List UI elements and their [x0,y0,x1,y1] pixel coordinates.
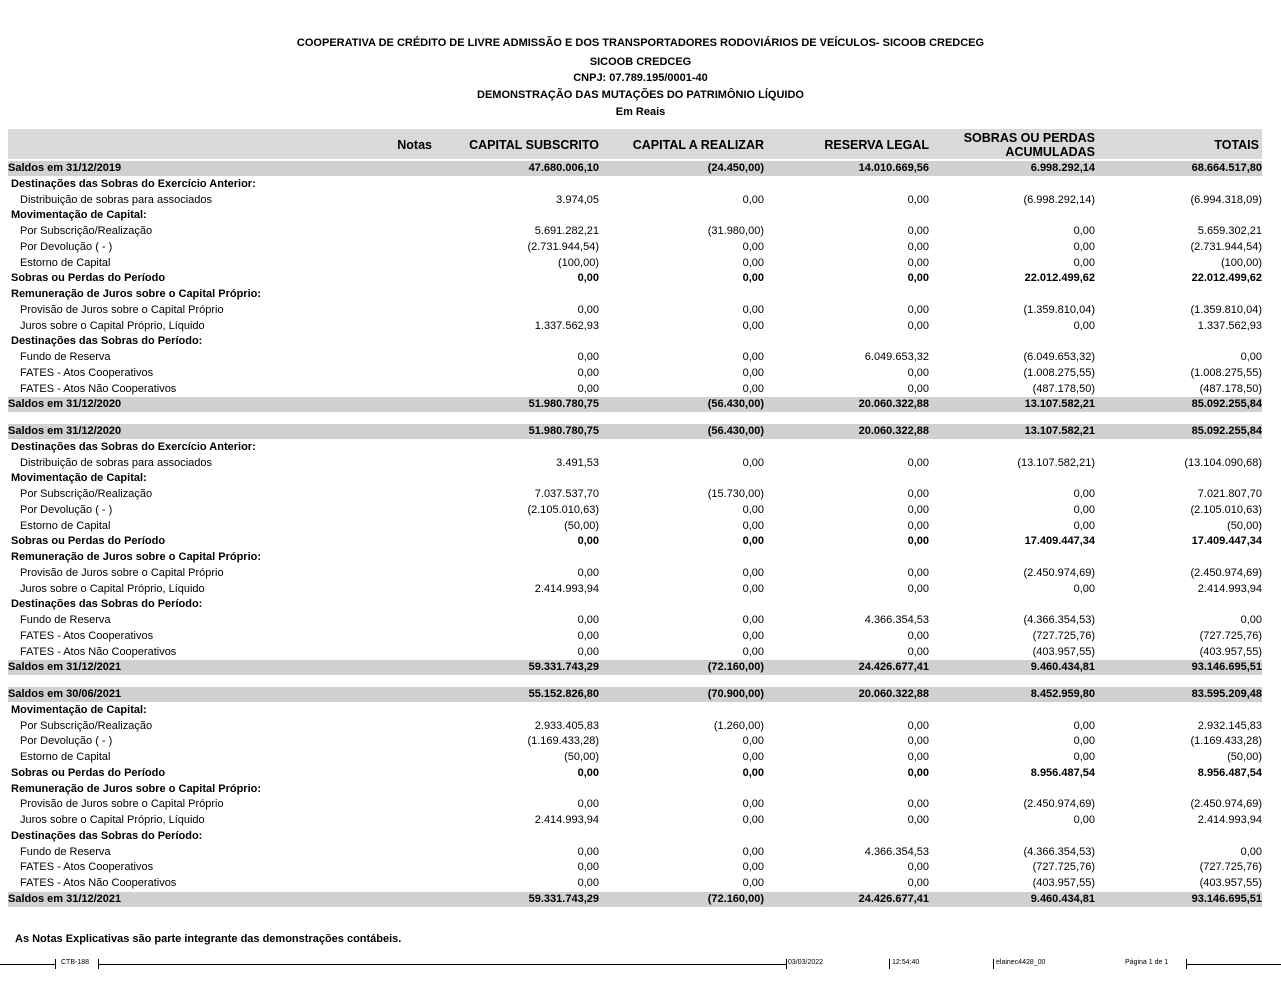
row-label: Fundo de Reserva [20,845,111,858]
row-label: Distribuição de sobras para associados [20,193,212,206]
statement-title: DEMONSTRAÇÃO DAS MUTAÇÕES DO PATRIMÔNIO LÍQUIDO [477,89,804,101]
currency-label: Em Reais [615,106,666,118]
cell-sobras-acumuladas: 0,00 [1073,240,1095,253]
table-row [8,503,1262,518]
cell-sobras-acumuladas: (1.359.810,04) [1023,303,1095,316]
cell-reserva-legal: 0,00 [907,303,929,316]
table-row [8,382,1262,397]
row-label: Fundo de Reserva [20,351,111,363]
cell-totais: 85.092.255,84 [1191,425,1262,437]
cell-sobras-acumuladas: 8.452.959,80 [1030,688,1095,700]
cell-reserva-legal: 0,00 [907,582,929,595]
cell-capital-a-realizar: 0,00 [742,503,764,516]
cell-reserva-legal: 20.060.322,88 [858,688,929,700]
cell-reserva-legal: 0,00 [907,225,929,237]
cell-sobras-acumuladas: 0,00 [1073,519,1095,532]
cell-totais: (403.957,55) [1199,645,1262,658]
cell-capital-a-realizar: 0,00 [742,798,764,811]
cell-reserva-legal: 0,00 [907,814,929,826]
table-row [8,845,1262,860]
cell-capital-subscrito: 0,00 [577,798,599,811]
row-label: Por Subscrição/Realização [20,488,153,500]
cell-capital-a-realizar: 0,00 [742,303,764,316]
cell-capital-a-realizar: 0,00 [742,629,764,642]
cell-reserva-legal: 0,00 [907,456,929,469]
row-label: Remuneração de Juros sobre o Capital Próprio: [11,551,262,563]
cell-capital-a-realizar: 0,00 [742,193,764,206]
row-label: Destinações das Sobras do Exercício Anterior: [11,440,256,453]
col-capital-a-realizar: CAPITAL A REALIZAR [632,138,764,152]
table-row [8,224,1262,239]
cell-capital-subscrito: 0,00 [577,366,599,379]
cell-capital-a-realizar: (15.730,00) [707,488,764,500]
cell-capital-subscrito: 51.980.780,75 [528,398,599,411]
cell-capital-a-realizar: (56.430,00) [707,425,764,437]
cell-sobras-acumuladas: (2.450.974,69) [1023,798,1095,811]
cell-capital-subscrito: 7.037.537,70 [534,488,599,500]
cell-reserva-legal: 0,00 [907,256,929,269]
cell-totais: 2.932.145,83 [1197,719,1262,732]
table-row [8,456,1262,471]
section-header-row [8,550,1262,565]
cell-sobras-acumuladas: 0,00 [1073,319,1095,332]
cell-totais: 83.595.209,48 [1191,688,1262,700]
table-row [8,797,1262,812]
cell-capital-subscrito: (2.105.010,63) [527,503,599,516]
row-label: Sobras ou Perdas do Período [11,766,166,779]
cell-totais: 0,00 [1240,351,1262,363]
table-row [8,256,1262,271]
cell-sobras-acumuladas: 13.107.582,21 [1024,398,1095,411]
cell-capital-a-realizar: (72.160,00) [707,892,764,905]
cell-totais: (13.104.090,68) [1184,456,1262,469]
cell-reserva-legal: 0,00 [907,645,929,658]
row-label: Destinações das Sobras do Exercício Anterior: [11,177,256,190]
cell-capital-a-realizar: 0,00 [742,351,764,363]
row-label: Saldos em 31/12/2020 [8,425,122,437]
row-label: Destinações das Sobras do Período: [11,829,203,842]
table-row [8,813,1262,828]
balance-row [8,892,1262,907]
cell-capital-subscrito: 0,00 [577,535,599,548]
cell-capital-a-realizar: (31.980,00) [707,225,764,237]
table-row [8,582,1262,597]
row-label: FATES - Atos Não Cooperativos [20,645,177,658]
cell-reserva-legal: 0,00 [907,566,929,579]
table-row [8,629,1262,644]
row-label: FATES - Atos Cooperativos [20,366,154,379]
cell-reserva-legal: 24.426.677,41 [858,892,929,905]
cell-capital-a-realizar: (1.260,00) [713,719,764,732]
footer-user: elainec4428_00 [996,959,1046,966]
cell-reserva-legal: 0,00 [907,535,929,548]
cell-capital-a-realizar: 0,00 [742,645,764,658]
balance-row [8,424,1262,439]
cell-capital-subscrito: 3.974,05 [556,193,599,206]
row-label: Juros sobre o Capital Próprio, Líquido [20,814,205,826]
cell-sobras-acumuladas: (403.957,55) [1032,645,1095,658]
cell-reserva-legal: 4.366.354,53 [864,614,929,626]
footnote: As Notas Explicativas são parte integrante das demonstrações contábeis. [15,933,402,945]
cell-capital-a-realizar: 0,00 [742,272,764,285]
cell-totais: 93.146.695,51 [1191,661,1262,674]
cell-reserva-legal: 0,00 [907,366,929,379]
table-row [8,519,1262,534]
cell-capital-subscrito: 0,00 [577,629,599,642]
table-row [8,271,1262,286]
table-row [8,193,1262,208]
row-label: Saldos em 31/12/2021 [8,661,122,674]
row-label: Movimentação de Capital: [11,472,147,485]
cell-sobras-acumuladas: (2.450.974,69) [1023,566,1095,579]
cell-sobras-acumuladas: (727.725,76) [1032,629,1095,642]
table-row [8,860,1262,875]
cell-capital-subscrito: 0,00 [577,382,599,395]
cell-sobras-acumuladas: 0,00 [1073,735,1095,748]
cell-capital-subscrito: 0,00 [577,877,599,889]
cell-capital-a-realizar: 0,00 [742,751,764,763]
cell-totais: (50,00) [1227,519,1262,532]
cell-capital-a-realizar: (56.430,00) [707,398,764,411]
cell-sobras-acumuladas: 8.956.487,54 [1030,766,1095,779]
cell-totais: 93.146.695,51 [1191,892,1262,905]
cell-totais: (727.725,76) [1199,861,1262,874]
cell-capital-a-realizar: 0,00 [742,877,764,889]
cell-totais: (727.725,76) [1199,629,1262,642]
cell-sobras-acumuladas: 9.460.434,81 [1030,661,1095,674]
cell-sobras-acumuladas: 6.998.292,14 [1030,162,1095,174]
cell-capital-subscrito: 51.980.780,75 [528,425,599,437]
cell-reserva-legal: 0,00 [907,629,929,642]
cell-reserva-legal: 0,00 [907,877,929,889]
cell-reserva-legal: 0,00 [907,766,929,779]
cell-capital-a-realizar: 0,00 [742,814,764,826]
row-label: FATES - Atos Cooperativos [20,861,154,874]
section-header-row [8,597,1262,612]
cell-capital-subscrito: 0,00 [577,766,599,779]
cell-reserva-legal: 0,00 [907,719,929,732]
cell-sobras-acumuladas: 0,00 [1073,256,1095,269]
table-row [8,876,1262,891]
cell-sobras-acumuladas: (6.998.292,14) [1023,193,1095,206]
section-header-row [8,829,1262,844]
row-label: Provisão de Juros sobre o Capital Próprio [20,566,224,579]
row-label: Juros sobre o Capital Próprio, Líquido [20,582,205,595]
cell-totais: (1.359.810,04) [1190,303,1262,316]
cell-sobras-acumuladas: (4.366.354,53) [1023,845,1095,858]
cell-capital-a-realizar: 0,00 [742,735,764,748]
footer-page: Página 1 de 1 [1125,959,1169,966]
cell-capital-subscrito: 0,00 [577,303,599,316]
cell-capital-subscrito: 47.680.006,10 [528,162,599,174]
table-row [8,534,1262,549]
cell-reserva-legal: 0,00 [907,319,929,332]
cell-capital-subscrito: 0,00 [577,566,599,579]
cell-totais: (100,00) [1221,256,1262,269]
cell-totais: 8.956.487,54 [1197,766,1262,779]
cell-capital-a-realizar: 0,00 [742,614,764,626]
cell-totais: 5.659.302,21 [1197,225,1262,237]
cell-capital-subscrito: 2.933.405,83 [534,719,599,732]
cell-capital-subscrito: 1.337.562,93 [534,319,599,332]
cell-capital-subscrito: 0,00 [577,614,599,626]
cell-reserva-legal: 0,00 [907,272,929,285]
cell-capital-a-realizar: 0,00 [742,366,764,379]
row-label: Sobras ou Perdas do Período [11,535,166,548]
cell-sobras-acumuladas: (13.107.582,21) [1017,456,1095,469]
cell-capital-subscrito: 59.331.743,29 [528,892,599,905]
cell-totais: (2.450.974,69) [1190,566,1262,579]
row-label: Distribuição de sobras para associados [20,456,212,469]
cell-totais: 22.012.499,62 [1191,272,1262,285]
cell-capital-subscrito: (50,00) [564,751,599,763]
row-label: Destinações das Sobras do Período: [11,335,203,348]
row-label: Sobras ou Perdas do Período [11,272,166,285]
footer-time: 12:54:40 [892,959,920,966]
section-header-row [8,703,1262,718]
cell-totais: 0,00 [1240,845,1262,858]
table-row [8,566,1262,581]
cell-totais: (1.008.275,55) [1190,366,1262,379]
cell-sobras-acumuladas: 22.012.499,62 [1024,272,1095,285]
row-label: Saldos em 30/06/2021 [8,688,122,700]
short-name: SICOOB CREDCEG [589,56,692,68]
cell-totais: (50,00) [1227,751,1262,763]
row-label: Movimentação de Capital: [11,703,147,716]
col-reserva-legal: RESERVA LEGAL [824,138,929,152]
section-header-row [8,177,1262,192]
row-label: Saldos em 31/12/2020 [8,398,122,411]
cell-capital-a-realizar: 0,00 [742,535,764,548]
cell-capital-a-realizar: (24.450,00) [707,162,764,174]
col-sobras-line2: ACUMULADAS [1005,145,1095,159]
cell-totais: (6.994.318,09) [1190,193,1262,206]
cell-sobras-acumuladas: 0,00 [1073,814,1095,826]
row-label: Estorno de Capital [20,519,111,532]
section-header-row [8,287,1262,302]
cell-reserva-legal: 14.010.669,56 [858,162,929,174]
table-row [8,750,1262,765]
section-header-row [8,471,1262,486]
cell-capital-subscrito: 59.331.743,29 [528,661,599,674]
cell-totais: 1.337.562,93 [1197,319,1262,332]
cell-reserva-legal: 0,00 [907,735,929,748]
cell-sobras-acumuladas: (487.178,50) [1032,382,1095,395]
cell-totais: 85.092.255,84 [1191,398,1262,411]
section-header-row [8,208,1262,223]
cell-sobras-acumuladas: (6.049.653,32) [1023,351,1095,363]
cell-capital-subscrito: (1.169.433,28) [527,735,599,748]
footer-date: 03/03/2022 [788,959,824,966]
section-header-row [8,782,1262,797]
cell-reserva-legal: 4.366.354,53 [864,845,929,858]
cell-sobras-acumuladas: (727.725,76) [1032,861,1095,874]
cell-capital-subscrito: (100,00) [558,256,599,269]
cell-reserva-legal: 0,00 [907,519,929,532]
row-label: Estorno de Capital [20,256,111,269]
cell-totais: 7.021.807,70 [1197,488,1262,500]
cell-sobras-acumuladas: 0,00 [1073,225,1095,237]
cell-capital-subscrito: (50,00) [564,519,599,532]
col-capital-subscrito: CAPITAL SUBSCRITO [469,138,599,152]
table-row [8,719,1262,734]
company-name: COOPERATIVA DE CRÉDITO DE LIVRE ADMISSÃO E DOS TRANSPORTADORES RODOVIÁRIOS DE VEÍCULOS- SICOOB CREDCEG [296,37,985,49]
cell-sobras-acumuladas: 0,00 [1073,488,1095,500]
cell-totais: 2.414.993,94 [1197,814,1262,826]
balance-row [8,660,1262,675]
table-row [8,350,1262,365]
row-label: FATES - Atos Não Cooperativos [20,382,177,395]
cell-sobras-acumuladas: 0,00 [1073,503,1095,516]
row-label: Remuneração de Juros sobre o Capital Próprio: [11,782,262,795]
cell-capital-a-realizar: (72.160,00) [707,661,764,674]
table-row [8,734,1262,749]
cell-capital-a-realizar: 0,00 [742,766,764,779]
footer-bar [0,957,1281,971]
row-label: Por Devolução ( - ) [20,735,113,748]
cell-capital-a-realizar: 0,00 [742,845,764,858]
cell-capital-subscrito: 0,00 [577,861,599,874]
cell-totais: (1.169.433,28) [1190,735,1262,748]
col-totais: TOTAIS [1214,138,1259,152]
balance-row [8,397,1262,412]
row-label: Estorno de Capital [20,751,111,763]
cell-sobras-acumuladas: 17.409.447,34 [1024,535,1095,548]
cell-reserva-legal: 0,00 [907,798,929,811]
cell-totais: 2.414.993,94 [1197,582,1262,595]
row-label: Remuneração de Juros sobre o Capital Próprio: [11,288,262,300]
row-label: Destinações das Sobras do Período: [11,598,203,611]
row-label: Saldos em 31/12/2021 [8,892,122,905]
balance-row [8,687,1262,702]
cell-totais: (2.731.944,54) [1190,240,1262,253]
table-row [8,613,1262,628]
cell-capital-a-realizar: 0,00 [742,566,764,579]
cell-reserva-legal: 0,00 [907,503,929,516]
cell-capital-a-realizar: 0,00 [742,256,764,269]
cell-sobras-acumuladas: (4.366.354,53) [1023,614,1095,626]
cell-sobras-acumuladas: 0,00 [1073,582,1095,595]
cell-sobras-acumuladas: (1.008.275,55) [1023,366,1095,379]
row-label: Saldos em 31/12/2019 [8,162,122,174]
cell-sobras-acumuladas: 13.107.582,21 [1024,425,1095,437]
cell-capital-a-realizar: 0,00 [742,240,764,253]
cell-totais: (2.450.974,69) [1190,798,1262,811]
col-sobras-perdas [934,131,1095,159]
cell-capital-subscrito: (2.731.944,54) [527,240,599,253]
row-label: FATES - Atos Não Cooperativos [20,877,177,889]
cell-totais: 68.664.517,80 [1191,162,1262,174]
row-label: Fundo de Reserva [20,614,111,626]
table-row [8,487,1262,502]
cell-reserva-legal: 20.060.322,88 [858,425,929,437]
table-row [8,766,1262,781]
col-notas: Notas [397,138,432,152]
cell-capital-a-realizar: 0,00 [742,382,764,395]
cell-sobras-acumuladas: 0,00 [1073,719,1095,732]
table-row [8,319,1262,334]
row-label: Por Subscrição/Realização [20,719,153,732]
cell-capital-subscrito: 0,00 [577,351,599,363]
cell-capital-subscrito: 0,00 [577,272,599,285]
row-label: Por Devolução ( - ) [20,503,113,516]
cell-capital-subscrito: 55.152.826,80 [528,688,599,700]
section-header-row [8,440,1262,455]
cell-capital-a-realizar: 0,00 [742,519,764,532]
table-row [8,303,1262,318]
cell-sobras-acumuladas: 9.460.434,81 [1030,892,1095,905]
cell-totais: (487.178,50) [1199,382,1262,395]
row-label: Juros sobre o Capital Próprio, Líquido [20,319,205,332]
cell-reserva-legal: 0,00 [907,488,929,500]
report-code: CTB-188 [61,959,90,966]
cell-capital-subscrito: 3.491,53 [556,456,599,469]
cell-reserva-legal: 20.060.322,88 [858,398,929,411]
cell-reserva-legal: 0,00 [907,861,929,874]
row-label: Provisão de Juros sobre o Capital Próprio [20,303,224,316]
cell-capital-a-realizar: 0,00 [742,582,764,595]
row-label: Por Subscrição/Realização [20,225,153,237]
cell-capital-a-realizar: 0,00 [742,319,764,332]
row-label: Por Devolução ( - ) [20,240,113,253]
cell-reserva-legal: 0,00 [907,240,929,253]
table-row [8,645,1262,660]
column-header [8,129,1262,159]
cell-capital-subscrito: 2.414.993,94 [534,814,599,826]
cell-capital-subscrito: 2.414.993,94 [534,582,599,595]
cell-sobras-acumuladas: 0,00 [1073,751,1095,763]
cell-reserva-legal: 0,00 [907,193,929,206]
cell-reserva-legal: 6.049.653,32 [864,351,929,363]
table-row [8,240,1262,255]
cell-totais: (2.105.010,63) [1190,503,1262,516]
cell-totais: (403.957,55) [1199,877,1262,889]
cell-capital-subscrito: 0,00 [577,645,599,658]
cnpj: CNPJ: 07.789.195/0001-40 [573,72,708,84]
cell-reserva-legal: 0,00 [907,751,929,763]
cell-capital-subscrito: 5.691.282,21 [534,225,599,237]
cell-reserva-legal: 24.426.677,41 [858,661,929,674]
row-label: Movimentação de Capital: [11,209,147,222]
row-label: Provisão de Juros sobre o Capital Próprio [20,798,224,811]
section-header-row [8,334,1262,349]
cell-totais: 17.409.447,34 [1191,535,1262,548]
cell-capital-a-realizar: 0,00 [742,456,764,469]
cell-reserva-legal: 0,00 [907,382,929,395]
cell-sobras-acumuladas: (403.957,55) [1032,877,1095,889]
cell-capital-a-realizar: (70.900,00) [707,688,764,700]
cell-capital-subscrito: 0,00 [577,845,599,858]
col-sobras-line1: SOBRAS OU PERDAS [963,131,1095,145]
cell-totais: 0,00 [1240,614,1262,626]
balance-row [8,161,1262,176]
row-label: FATES - Atos Cooperativos [20,629,154,642]
table-row [8,366,1262,381]
cell-capital-a-realizar: 0,00 [742,861,764,874]
